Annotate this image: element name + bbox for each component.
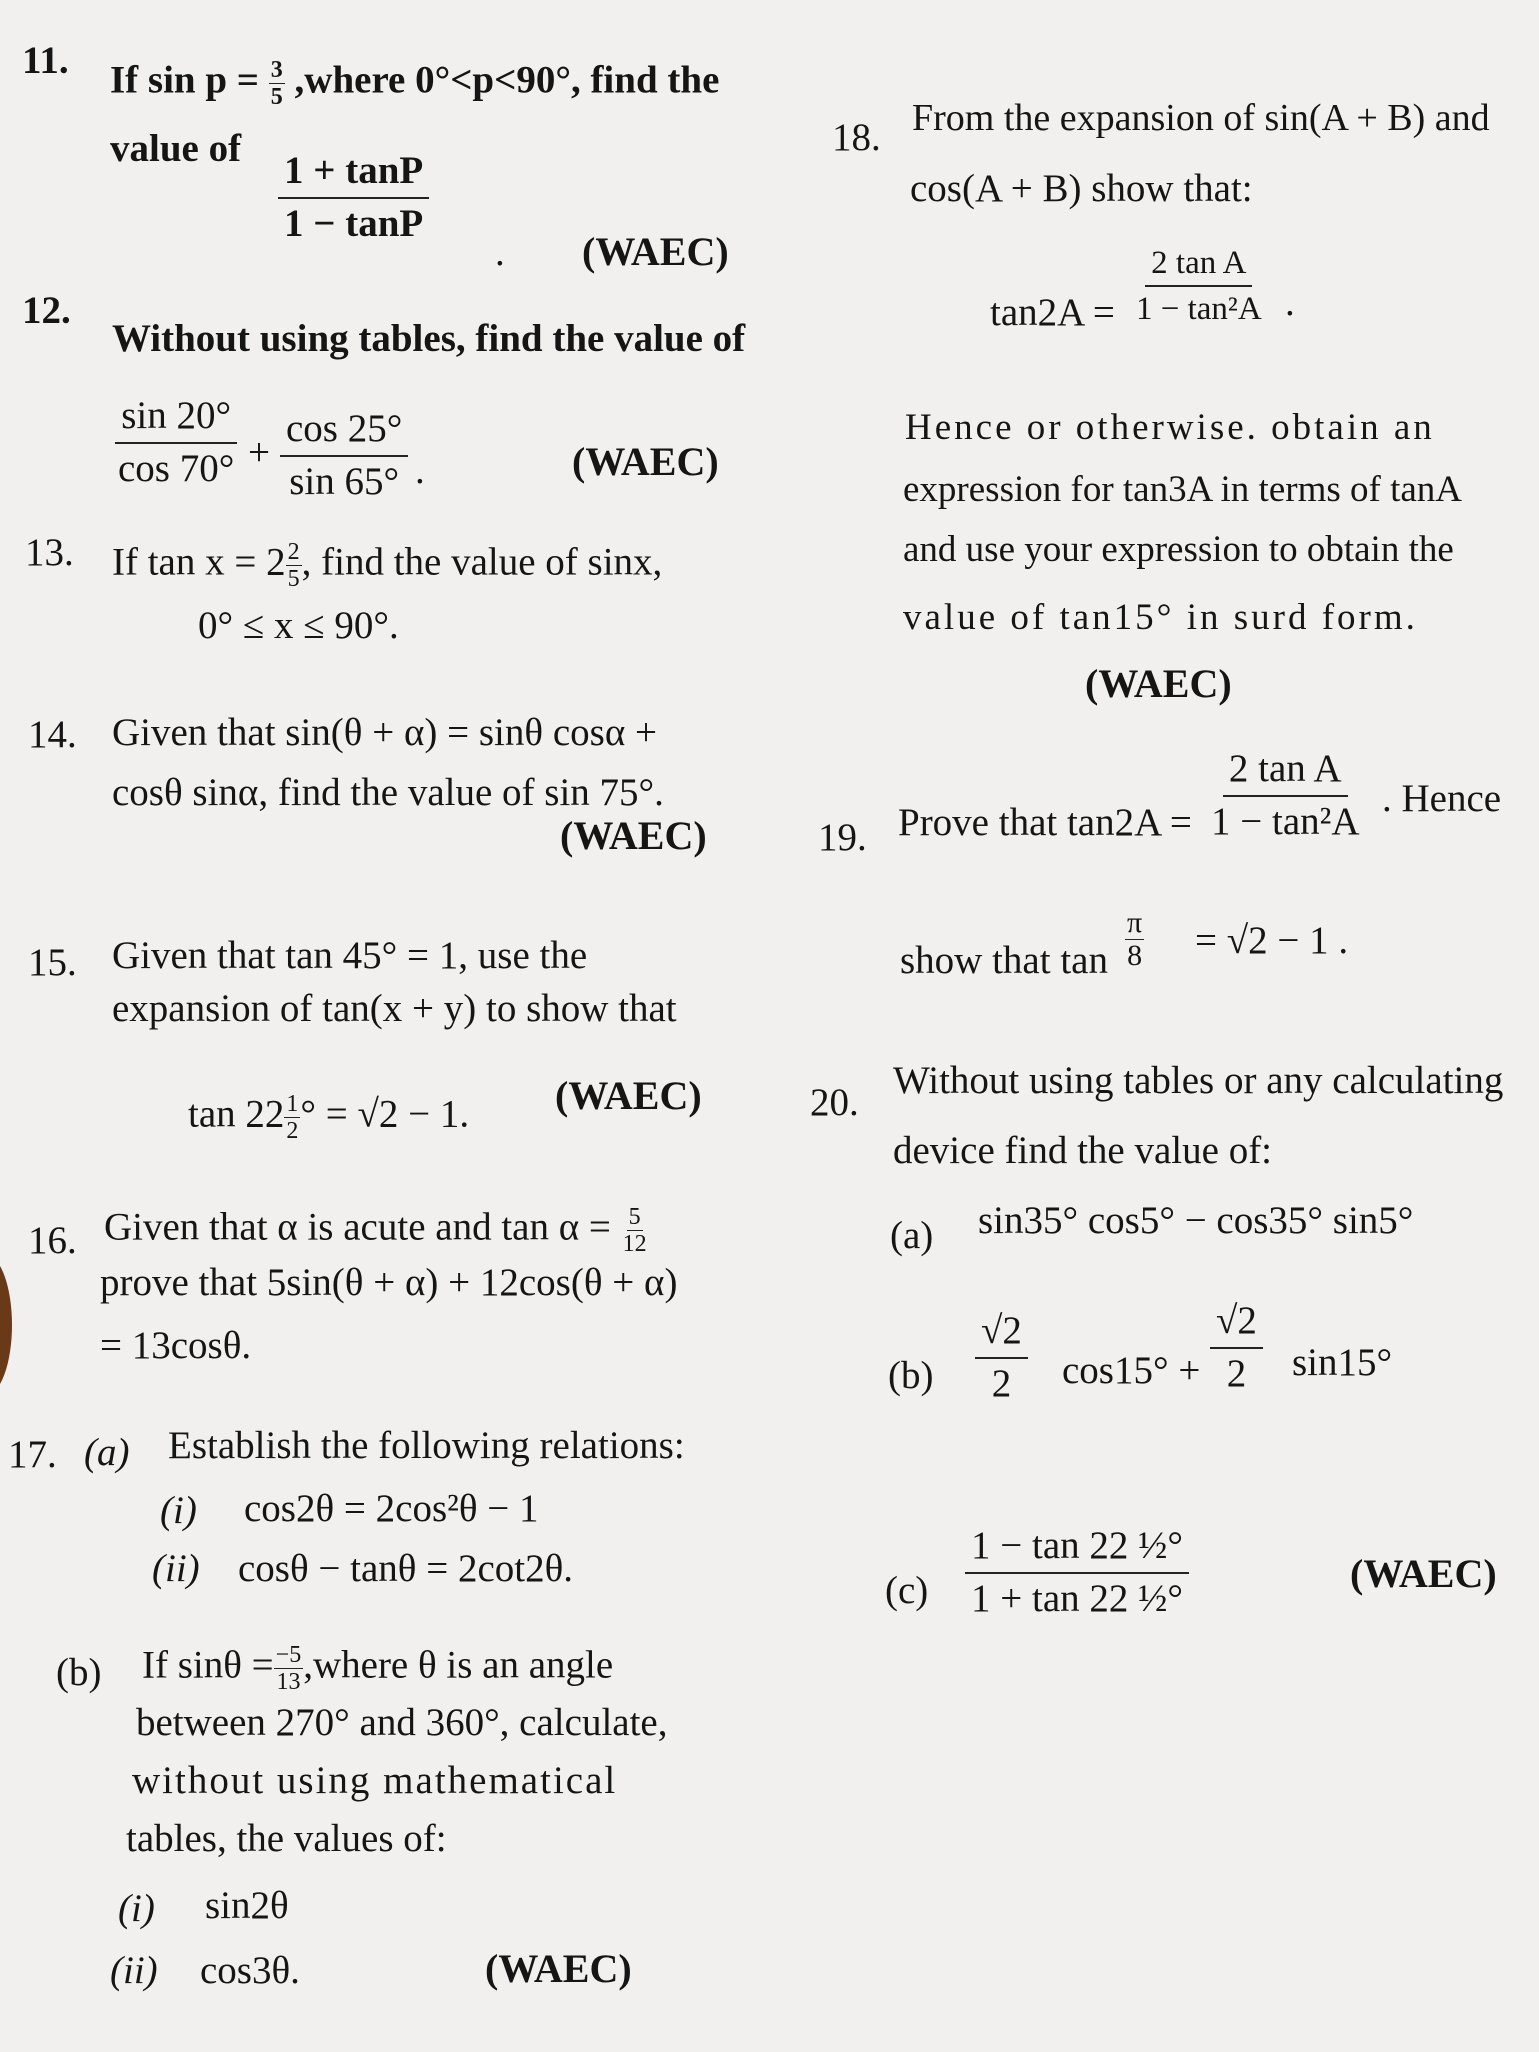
question-text: If sin p = $\frac{3}{5}$ ,where 0°<p<90°, find the — [110, 57, 720, 110]
punctuation: . — [415, 449, 425, 492]
question-number: 19. — [818, 816, 867, 859]
question-number: 14. — [28, 713, 77, 756]
source-tag: (WAEC) — [572, 439, 719, 484]
part-label: (b) — [888, 1354, 934, 1397]
punctuation: . — [495, 231, 505, 274]
part-label: (b) — [56, 1651, 102, 1694]
question-text: without using mathematical — [132, 1759, 618, 1802]
part-label: (a) — [84, 1431, 130, 1474]
part-label: (ii) — [110, 1949, 158, 1992]
part-label: (c) — [885, 1569, 929, 1612]
sqrt2-over-2-fraction: $\frac{√2}{2}$ — [1210, 1300, 1263, 1396]
sqrt2-over-2-fraction: $\frac{√2}{2}$ — [975, 1310, 1028, 1406]
question-text: If tan x = 2 $\frac{2}{5}$ , find the value of sinx, — [112, 539, 663, 592]
question-text: tables, the values of: — [126, 1817, 447, 1860]
fraction: $\frac{1}{2}$ — [286, 1091, 299, 1144]
identity-fraction: $\frac{\text{2 tan A}}{\text{1 − tan²A}}$ — [1136, 245, 1262, 328]
question-text: show that tan — [900, 939, 1108, 982]
relation-text: cos2θ = 2cos²θ − 1 — [244, 1487, 539, 1530]
question-number: 18. — [832, 116, 881, 159]
fraction-expression: $\frac{1 + \tan P}{1 - \tan P}$ — [278, 150, 429, 246]
question-text: From the expansion of sin(A + B) and — [912, 97, 1490, 139]
expression-c-fraction: $\frac{\text{1 − tan 22 ½°}}{\text{1 + tan 22 ½°}}$ — [965, 1525, 1189, 1621]
question-text: cosθ sinα, find the value of sin 75°. — [112, 771, 664, 814]
question-text: Hence or otherwise. obtain an — [905, 407, 1435, 448]
question-number: 20. — [810, 1081, 859, 1124]
source-tag: (WAEC) — [1350, 1551, 1497, 1596]
question-text: value of tan15° in surd form. — [903, 597, 1418, 638]
question-text: value of — [110, 127, 242, 170]
fraction-cos25-sin65: $\frac{\cos 25^\circ}{\sin 65^\circ}$ — [280, 408, 408, 504]
source-tag: (WAEC) — [582, 229, 729, 274]
source-tag: (WAEC) — [560, 813, 707, 858]
fraction: $\frac{5}{12}$ — [622, 1204, 647, 1257]
part-label: (i) — [118, 1887, 155, 1930]
page-edge-shadow — [0, 1255, 12, 1395]
question-number: 15. — [28, 941, 77, 984]
question-text: Establish the following relations: — [168, 1424, 685, 1467]
fraction: $\frac{-5}{13}$ — [275, 1642, 302, 1695]
question-text: cos(A + B) show that: — [910, 167, 1253, 210]
question-text: Prove that tan2A = — [898, 801, 1192, 844]
question-text: prove that 5sin(θ + α) + 12cos(θ + α) — [100, 1261, 678, 1304]
question-text: Without using tables, find the value of — [112, 317, 746, 360]
punctuation: . — [1285, 281, 1295, 324]
question-number: 16. — [28, 1219, 77, 1262]
question-text: If sinθ = $\frac{-5}{13}$ ,where θ is an angle — [142, 1642, 614, 1695]
part-label: (ii) — [152, 1547, 200, 1590]
identity-fraction: $\frac{\text{2 tan A}}{\text{1 − tan²A}}$ — [1211, 747, 1360, 843]
question-text: Given that α is acute and tan α = $\frac{5}{12}$ — [104, 1204, 647, 1257]
answer-item: sin2θ — [205, 1884, 289, 1927]
source-tag: (WAEC) — [1085, 661, 1232, 706]
part-label: (i) — [160, 1489, 197, 1532]
plus-sign: + — [248, 431, 270, 474]
result-expression: tan 22 $\frac{1}{2}$ ° = √2 − 1. — [188, 1091, 470, 1144]
question-text: expression for tan3A in terms of tanA — [903, 469, 1462, 510]
pi-over-8-fraction: π 8 — [1127, 906, 1143, 972]
question-text: . Hence — [1382, 777, 1502, 820]
question-condition: 0° ≤ x ≤ 90°. — [198, 604, 399, 647]
expression-b-middle: cos15° + — [1062, 1349, 1201, 1392]
question-number: 11. — [22, 39, 69, 82]
source-tag: (WAEC) — [555, 1073, 702, 1118]
question-number: 12. — [22, 289, 71, 332]
question-text: device find the value of: — [893, 1129, 1273, 1172]
expression-b-end: sin15° — [1292, 1341, 1393, 1384]
result-expression: = √2 − 1 . — [1195, 919, 1349, 962]
source-tag: (WAEC) — [485, 1946, 632, 1991]
question-text: Given that sin(θ + α) = sinθ cosα + — [112, 711, 657, 754]
relation-text: cosθ − tanθ = 2cot2θ. — [238, 1547, 574, 1590]
fraction: $\frac{2}{5}$ — [287, 539, 300, 592]
expression-a: sin35° cos5° − cos35° sin5° — [978, 1199, 1414, 1242]
question-number: 13. — [25, 531, 74, 574]
question-text: and use your expression to obtain the — [903, 529, 1454, 570]
question-text: Given that tan 45° = 1, use the — [112, 934, 588, 977]
question-text: = 13cosθ. — [100, 1324, 252, 1367]
fraction: $\frac{3}{5}$ — [270, 57, 283, 110]
fraction-sin20-cos70: $\frac{\sin 20^\circ}{\cos 70^\circ}$ — [112, 395, 240, 491]
identity-lhs: tan2A = — [990, 291, 1115, 334]
question-text: between 270° and 360°, calculate, — [136, 1701, 668, 1744]
question-number: 17. — [8, 1433, 57, 1476]
question-text: Without using tables or any calculating — [893, 1059, 1504, 1102]
question-text: expansion of tan(x + y) to show that — [112, 987, 677, 1030]
part-label: (a) — [890, 1214, 934, 1257]
answer-item: cos3θ. — [200, 1949, 300, 1992]
